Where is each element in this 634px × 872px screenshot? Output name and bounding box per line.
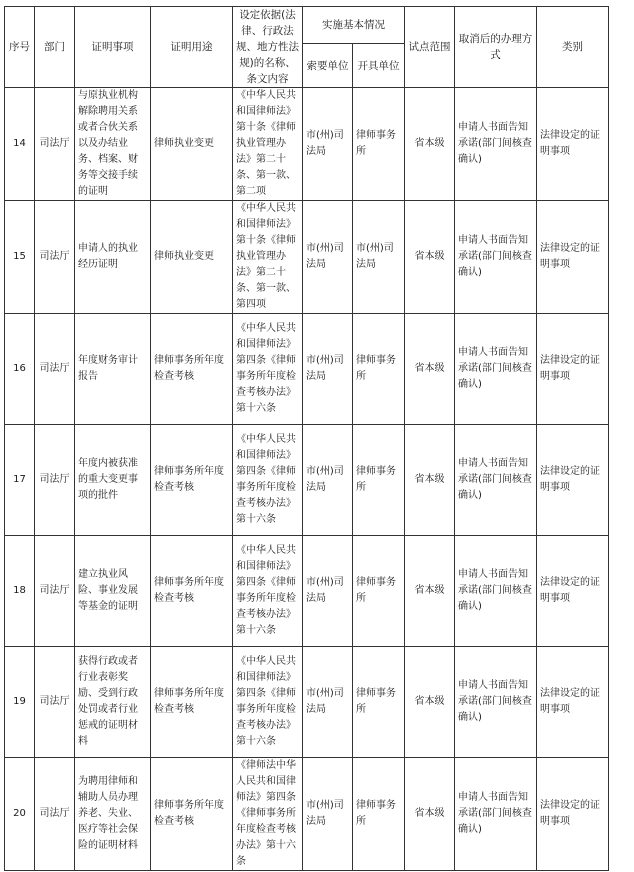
header-scope: 试点范围 — [405, 7, 455, 88]
cell-basis: 《中华人民共和国律师法》第十条《律师执业管理办法》第二十条、第一款、第四项 — [233, 201, 303, 314]
table-row — [5, 425, 609, 536]
header-method: 取消后的办理方式 — [455, 7, 537, 88]
cell-item: 建立执业风险、事业发展等基金的证明 — [75, 536, 151, 647]
cell-scope: 省本级 — [405, 88, 455, 201]
certificate-items-table — [4, 6, 609, 871]
header-seq: 序号 — [5, 7, 35, 88]
cell-category: 法律设定的证明事项 — [537, 425, 609, 536]
cell-basis: 《中华人民共和国律师法》第四条《律师事务所年度检查考核办法》第十六条 — [233, 425, 303, 536]
cell-method: 申请人书面告知承诺(部门间核查确认) — [455, 201, 537, 314]
cell-basis: 《中华人民共和国律师法》第四条《律师事务所年度检查考核办法》第十六条 — [233, 314, 303, 425]
cell-category: 法律设定的证明事项 — [537, 647, 609, 758]
cell-item: 为聘用律师和辅助人员办理养老、失业、医疗等社会保险的证明材料 — [75, 758, 151, 871]
cell-requesting-unit: 市(州)司法局 — [303, 314, 353, 425]
cell-dept: 司法厅 — [35, 201, 75, 314]
cell-requesting-unit: 市(州)司法局 — [303, 758, 353, 871]
cell-scope: 省本级 — [405, 758, 455, 871]
cell-dept: 司法厅 — [35, 314, 75, 425]
cell-use: 律师事务所年度检查考核 — [151, 314, 233, 425]
table-body — [5, 88, 609, 871]
table-row — [5, 201, 609, 314]
cell-scope: 省本级 — [405, 314, 455, 425]
cell-requesting-unit: 市(州)司法局 — [303, 536, 353, 647]
cell-item: 获得行政或者行业表彰奖励、受到行政处罚或者行业惩戒的证明材料 — [75, 647, 151, 758]
header-use: 证明用途 — [151, 7, 233, 88]
cell-use: 律师事务所年度检查考核 — [151, 536, 233, 647]
cell-issuing-unit: 律师事务所 — [353, 314, 405, 425]
cell-category: 法律设定的证明事项 — [537, 314, 609, 425]
header-issuing-unit: 开具单位 — [353, 44, 405, 88]
table-row — [5, 314, 609, 425]
cell-issuing-unit: 律师事务所 — [353, 647, 405, 758]
cell-use: 律师事务所年度检查考核 — [151, 647, 233, 758]
cell-category: 法律设定的证明事项 — [537, 536, 609, 647]
cell-issuing-unit: 律师事务所 — [353, 758, 405, 871]
header-basis: 设定依据(法律、行政法规、地方性法规)的名称、条文内容 — [233, 7, 303, 88]
table-row — [5, 88, 609, 201]
cell-use: 律师事务所年度检查考核 — [151, 758, 233, 871]
cell-method: 申请人书面告知承诺(部门间核查确认) — [455, 647, 537, 758]
header-category: 类别 — [537, 7, 609, 88]
table-row — [5, 758, 609, 871]
cell-requesting-unit: 市(州)司法局 — [303, 647, 353, 758]
cell-method: 申请人书面告知承诺(部门间核查确认) — [455, 88, 537, 201]
cell-seq: 20 — [5, 758, 35, 871]
cell-use: 律师执业变更 — [151, 88, 233, 201]
cell-scope: 省本级 — [405, 201, 455, 314]
header-implementation: 实施基本情况 — [303, 7, 405, 44]
header-item: 证明事项 — [75, 7, 151, 88]
cell-method: 申请人书面告知承诺(部门间核查确认) — [455, 758, 537, 871]
cell-item: 年度财务审计报告 — [75, 314, 151, 425]
cell-requesting-unit: 市(州)司法局 — [303, 88, 353, 201]
cell-issuing-unit: 律师事务所 — [353, 536, 405, 647]
cell-seq: 14 — [5, 88, 35, 201]
cell-dept: 司法厅 — [35, 88, 75, 201]
cell-seq: 15 — [5, 201, 35, 314]
cell-seq: 19 — [5, 647, 35, 758]
cell-seq: 16 — [5, 314, 35, 425]
cell-basis: 《中华人民共和国律师法》第四条《律师事务所年度检查考核办法》第十六条 — [233, 647, 303, 758]
cell-requesting-unit: 市(州)司法局 — [303, 201, 353, 314]
cell-seq: 17 — [5, 425, 35, 536]
cell-issuing-unit: 市(州)司法局 — [353, 201, 405, 314]
cell-use: 律师事务所年度检查考核 — [151, 425, 233, 536]
header-requesting-unit: 索要单位 — [303, 44, 353, 88]
cell-category: 法律设定的证明事项 — [537, 201, 609, 314]
cell-category: 法律设定的证明事项 — [537, 758, 609, 871]
table-header — [5, 7, 609, 88]
header-dept: 部门 — [35, 7, 75, 88]
cell-basis: 《律师法中华人民共和国律师法》第四条《律师事务所年度检查考核办法》第十六条 — [233, 758, 303, 871]
table-row — [5, 536, 609, 647]
cell-method: 申请人书面告知承诺(部门间核查确认) — [455, 314, 537, 425]
cell-basis: 《中华人民共和国律师法》第四条《律师事务所年度检查考核办法》第十六条 — [233, 536, 303, 647]
cell-issuing-unit: 律师事务所 — [353, 88, 405, 201]
cell-dept: 司法厅 — [35, 425, 75, 536]
cell-method: 申请人书面告知承诺(部门间核查确认) — [455, 536, 537, 647]
cell-item: 申请人的执业经历证明 — [75, 201, 151, 314]
cell-category: 法律设定的证明事项 — [537, 88, 609, 201]
cell-item: 年度内被获准的重大变更事项的批件 — [75, 425, 151, 536]
cell-use: 律师执业变更 — [151, 201, 233, 314]
cell-dept: 司法厅 — [35, 647, 75, 758]
cell-requesting-unit: 市(州)司法局 — [303, 425, 353, 536]
document-page — [4, 6, 609, 871]
cell-item: 与原执业机构解除聘用关系或者合伙关系以及办结业务、档案、财务等交接手续的证明 — [75, 88, 151, 201]
cell-seq: 18 — [5, 536, 35, 647]
cell-dept: 司法厅 — [35, 758, 75, 871]
cell-issuing-unit: 律师事务所 — [353, 425, 405, 536]
cell-basis: 《中华人民共和国律师法》第十条《律师执业管理办法》第二十条、第一款、第二项 — [233, 88, 303, 201]
cell-scope: 省本级 — [405, 425, 455, 536]
table-row — [5, 647, 609, 758]
cell-scope: 省本级 — [405, 647, 455, 758]
cell-dept: 司法厅 — [35, 536, 75, 647]
cell-method: 申请人书面告知承诺(部门间核查确认) — [455, 425, 537, 536]
cell-scope: 省本级 — [405, 536, 455, 647]
